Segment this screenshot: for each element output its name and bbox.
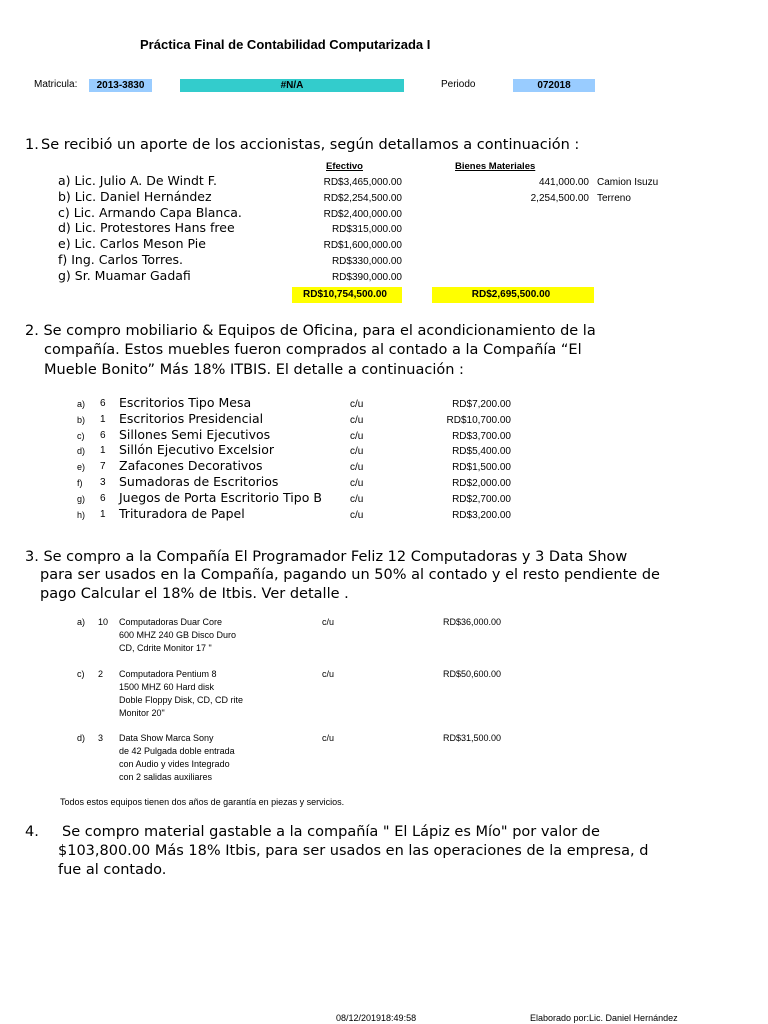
matricula-label: Matricula: — [34, 79, 78, 90]
section3-line3: pago Calcular el 18% de Itbis. Ver detalle . — [40, 586, 349, 602]
item-letter: a) — [77, 399, 86, 409]
efectivo-value[interactable]: RD$390,000.00 — [331, 272, 402, 283]
page-title: Práctica Final de Contabilidad Computarizada I — [140, 37, 431, 52]
item-unit: c/u — [350, 510, 364, 521]
total-efectivo-value: RD$10,754,500.00 — [303, 289, 387, 300]
contributor-name: d) Lic. Protestores Hans free — [58, 220, 235, 235]
item-unit: c/u — [350, 462, 364, 473]
item-description-line: Monitor 20" — [119, 708, 165, 718]
contributor-name: g) Sr. Muamar Gadafi — [58, 268, 191, 283]
item-price[interactable]: RD$2,000.00 — [452, 478, 511, 489]
item-price[interactable]: RD$36,000.00 — [443, 617, 502, 627]
item-price[interactable]: RD$5,400.00 — [452, 446, 511, 457]
item-letter: e) — [77, 462, 86, 472]
item-unit: c/u — [322, 617, 335, 627]
item-price[interactable]: RD$50,600.00 — [443, 669, 502, 679]
section2-line3: Mueble Bonito” Más 18% ITBIS. El detalle a continuación : — [44, 362, 464, 378]
item-quantity[interactable]: 3 — [98, 733, 104, 743]
item-letter: d) — [77, 733, 86, 743]
item-description: Sumadoras de Escritorios — [119, 474, 279, 489]
item-description-line: Data Show Marca Sony — [119, 733, 214, 743]
item-unit: c/u — [322, 733, 335, 743]
item-description: Escritorios Presidencial — [119, 411, 264, 426]
section2-line1: 2. Se compro mobiliario & Equipos de Oficina, para el acondicionamiento de la — [25, 323, 596, 339]
item-description: Zafacones Decorativos — [119, 458, 263, 473]
col-efectivo-header: Efectivo — [326, 161, 363, 172]
total-efectivo-cell[interactable] — [292, 287, 402, 303]
periodo-label: Periodo — [441, 79, 476, 90]
item-quantity[interactable]: 10 — [98, 617, 109, 627]
item-description: Escritorios Tipo Mesa — [119, 395, 252, 410]
item-unit: c/u — [350, 446, 364, 457]
item-price[interactable]: RD$1,500.00 — [452, 462, 511, 473]
total-bienes-value: RD$2,695,500.00 — [471, 289, 551, 300]
item-price[interactable]: RD$3,200.00 — [452, 510, 511, 521]
footer-datetime: 08/12/201918:49:58 — [336, 1013, 417, 1023]
efectivo-value[interactable]: RD$315,000.00 — [331, 224, 402, 235]
section4-number: 4. — [25, 824, 39, 840]
bienes-value[interactable]: 2,254,500.00 — [530, 193, 589, 204]
bienes-description: Terreno — [597, 193, 631, 204]
item-description-line: de 42 Pulgada doble entrada — [119, 746, 235, 756]
item-description: Sillones Semi Ejecutivos — [119, 427, 271, 442]
bienes-description: Camion Isuzu — [597, 177, 659, 188]
item-description: Sillón Ejecutivo Excelsior — [119, 442, 275, 457]
item-quantity[interactable]: 6 — [100, 493, 106, 504]
item-quantity[interactable]: 1 — [100, 445, 106, 456]
item-price[interactable]: RD$7,200.00 — [452, 399, 511, 410]
contributor-name: e) Lic. Carlos Meson Pie — [58, 236, 206, 251]
section4-line1: Se compro material gastable a la compañía " El Lápiz es Mío" por valor de — [62, 824, 600, 840]
matricula-cell[interactable]: 2013-3830 — [89, 79, 152, 92]
item-description-line: con Audio y vides Integrado — [119, 759, 230, 769]
section3-line1: 3. Se compro a la Compañía El Programador Feliz 12 Computadoras y 3 Data Show — [25, 549, 628, 565]
section1-number: 1. — [25, 137, 39, 153]
bienes-value[interactable]: 441,000.00 — [538, 177, 589, 188]
item-description-line: Computadoras Duar Core — [119, 617, 223, 627]
item-letter: f) — [77, 478, 83, 488]
item-description: Trituradora de Papel — [119, 506, 245, 521]
contributor-name: b) Lic. Daniel Hernández — [58, 189, 212, 204]
section4-line3: fue al contado. — [58, 862, 167, 878]
item-unit: c/u — [350, 415, 364, 426]
efectivo-value[interactable]: RD$2,254,500.00 — [323, 193, 402, 204]
efectivo-value[interactable]: RD$3,465,000.00 — [323, 177, 402, 188]
item-letter: c) — [77, 431, 85, 441]
student-name-cell[interactable]: #N/A — [180, 79, 404, 92]
item-quantity[interactable]: 1 — [100, 414, 106, 425]
item-unit: c/u — [350, 494, 364, 505]
item-letter: h) — [77, 510, 86, 520]
col-bienes-header: Bienes Materiales — [455, 161, 536, 172]
warranty-note: Todos estos equipos tienen dos años de garantía en piezas y servicios. — [60, 797, 345, 807]
item-unit: c/u — [350, 431, 364, 442]
item-quantity[interactable]: 6 — [100, 398, 106, 409]
item-description-line: 1500 MHZ 60 Hard disk — [119, 682, 215, 692]
item-letter: g) — [77, 494, 86, 504]
item-price[interactable]: RD$10,700.00 — [446, 415, 511, 426]
total-bienes-cell[interactable] — [432, 287, 594, 303]
item-quantity[interactable]: 1 — [100, 509, 106, 520]
section1-text: Se recibió un aporte de los accionistas, según detallamos a continuación : — [41, 137, 580, 153]
section2-line2: compañía. Estos muebles fueron comprados al contado a la Compañía “El — [44, 342, 582, 358]
item-quantity[interactable]: 6 — [100, 430, 106, 441]
item-price[interactable]: RD$31,500.00 — [443, 733, 502, 743]
item-quantity[interactable]: 3 — [100, 477, 106, 488]
item-description-line: Computadora Pentium 8 — [119, 669, 217, 679]
item-unit: c/u — [350, 399, 364, 410]
item-price[interactable]: RD$2,700.00 — [452, 494, 511, 505]
item-unit: c/u — [350, 478, 364, 489]
section4-line2: $103,800.00 Más 18% Itbis, para ser usados en las operaciones de la empresa, d — [58, 843, 649, 859]
item-unit: c/u — [322, 669, 335, 679]
footer-author: Elaborado por:Lic. Daniel Hernández — [530, 1013, 678, 1023]
item-letter: c) — [77, 669, 85, 679]
item-description-line: Doble Floppy Disk, CD, CD rite — [119, 695, 244, 705]
contributor-name: c) Lic. Armando Capa Blanca. — [58, 205, 242, 220]
efectivo-value[interactable]: RD$2,400,000.00 — [323, 209, 402, 220]
item-quantity[interactable]: 7 — [100, 461, 106, 472]
section3-line2: para ser usados en la Compañía, pagando un 50% al contado y el resto pendiente de — [40, 567, 660, 583]
item-description-line: CD, Cdrite Monitor 17 " — [119, 643, 212, 653]
item-letter: b) — [77, 415, 86, 425]
periodo-cell[interactable]: 072018 — [513, 79, 595, 92]
item-letter: a) — [77, 617, 86, 627]
contributor-name: a) Lic. Julio A. De Windt F. — [58, 173, 217, 188]
item-price[interactable]: RD$3,700.00 — [452, 431, 511, 442]
item-description: Juegos de Porta Escritorio Tipo B — [119, 490, 322, 505]
efectivo-value[interactable]: RD$330,000.00 — [331, 256, 402, 267]
item-description-line: con 2 salidas auxiliares — [119, 772, 213, 782]
contributor-name: f) Ing. Carlos Torres. — [58, 252, 183, 267]
efectivo-value[interactable]: RD$1,600,000.00 — [323, 240, 402, 251]
item-letter: d) — [77, 446, 86, 456]
item-quantity[interactable]: 2 — [98, 669, 104, 679]
item-description-line: 600 MHZ 240 GB Disco Duro — [119, 630, 237, 640]
